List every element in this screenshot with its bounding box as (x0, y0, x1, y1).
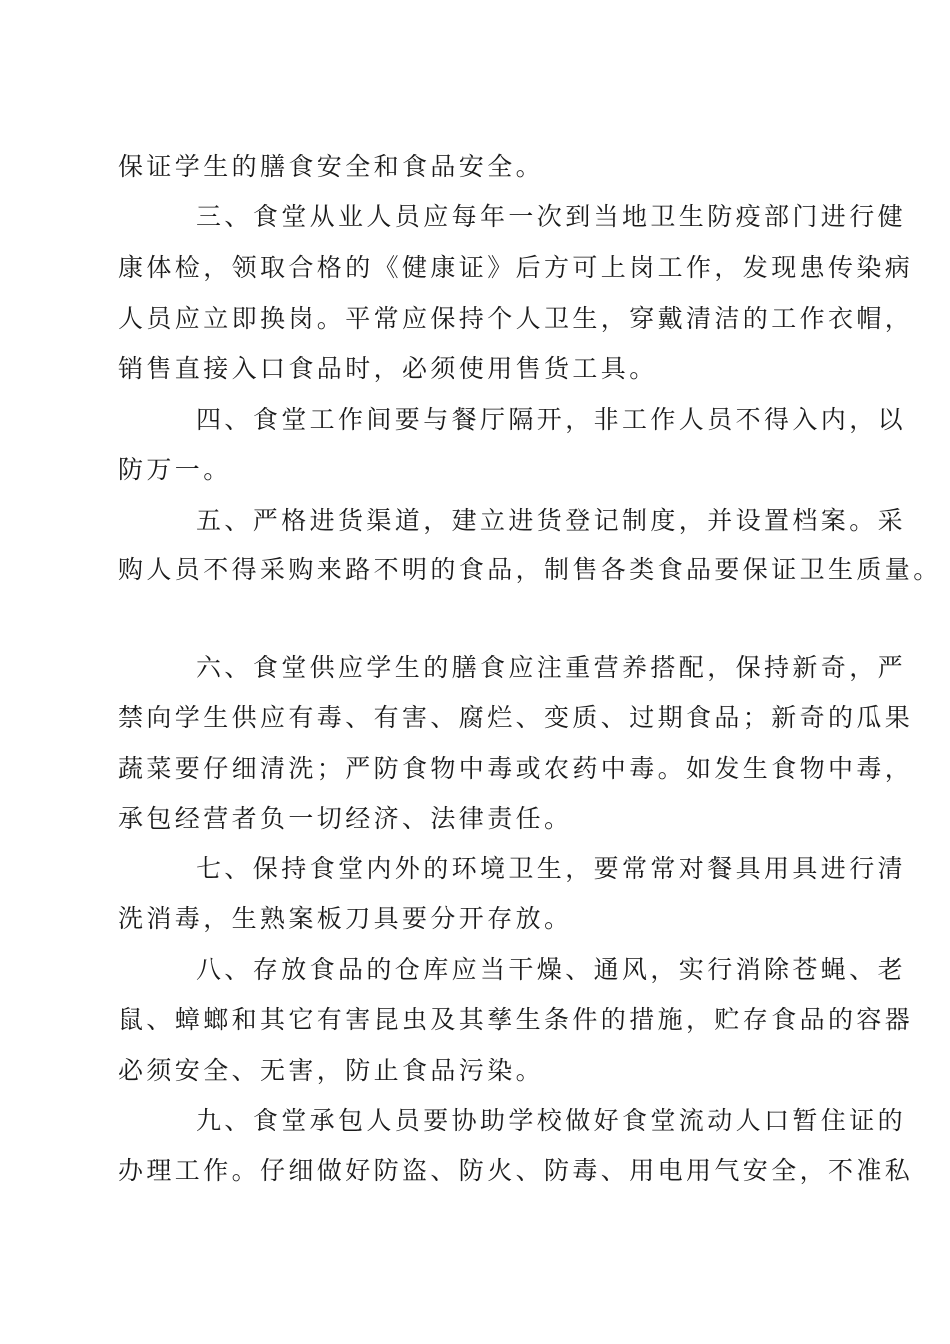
text-line: 办理工作。仔细做好防盗、防火、防毒、用电用气安全，不准私 (118, 1156, 914, 1185)
text-line: 洗消毒，生熟案板刀具要分开存放。 (118, 904, 573, 933)
text-line: 康体检，领取合格的《健康证》后方可上岗工作，发现患传染病 (118, 253, 914, 282)
text-line: 鼠、蟑螂和其它有害昆虫及其孳生条件的措施，贮存食品的容器 (118, 1005, 914, 1034)
text-line: 八、存放食品的仓库应当干燥、通风，实行消除苍蝇、老 (196, 955, 907, 984)
text-line: 保证学生的膳食安全和食品安全。 (118, 152, 545, 181)
text-line: 三、食堂从业人员应每年一次到当地卫生防疫部门进行健 (196, 202, 907, 231)
text-line: 七、保持食堂内外的环境卫生，要常常对餐具用具进行清 (196, 854, 907, 883)
text-line: 承包经营者负一切经济、法律责任。 (118, 804, 573, 833)
text-line: 五、严格进货渠道，建立进货登记制度，并设置档案。采 (196, 506, 907, 535)
text-line: 禁向学生供应有毒、有害、腐烂、变质、过期食品；新奇的瓜果 (118, 703, 914, 732)
text-line: 销售直接入口食品时，必须使用售货工具。 (118, 354, 658, 383)
text-line: 六、食堂供应学生的膳食应注重营养搭配，保持新奇，严 (196, 653, 907, 682)
text-line: 九、食堂承包人员要协助学校做好食堂流动人口暂住证的 (196, 1106, 907, 1135)
text-line: 购人员不得采购来路不明的食品，制售各类食品要保证卫生质量。 (118, 555, 942, 584)
text-line: 蔬菜要仔细清洗；严防食物中毒或农药中毒。如发生食物中毒， (118, 754, 914, 783)
text-line: 人员应立即换岗。平常应保持个人卫生，穿戴清洁的工作衣帽， (118, 304, 914, 333)
text-line: 必须安全、无害，防止食品污染。 (118, 1056, 545, 1085)
text-line: 四、食堂工作间要与餐厅隔开，非工作人员不得入内，以 (196, 405, 907, 434)
text-line: 防万一。 (118, 455, 232, 484)
